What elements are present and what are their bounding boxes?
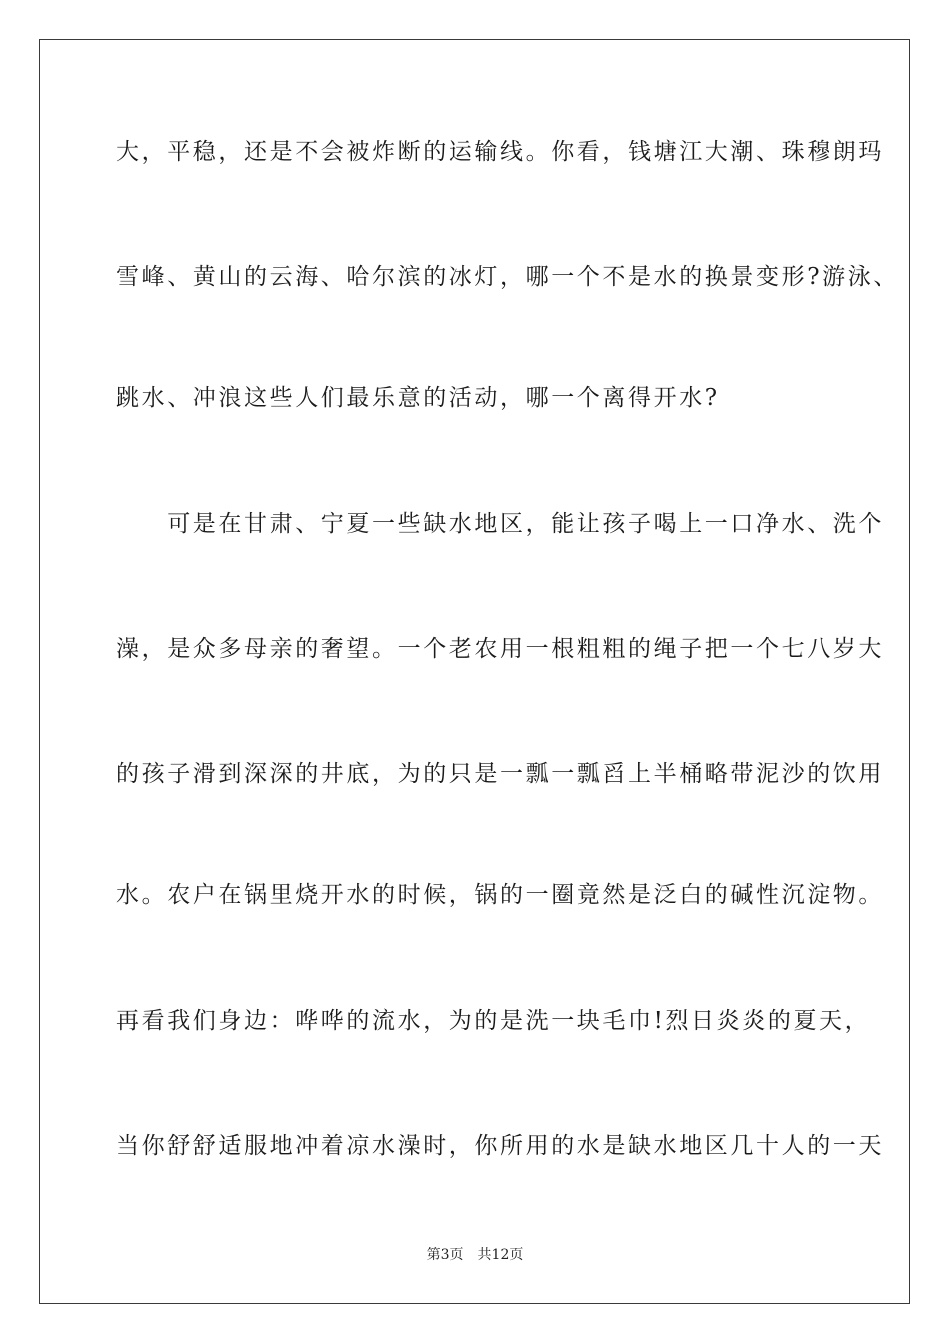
page-border — [39, 39, 910, 1304]
page-total: 共12页 — [477, 1247, 524, 1263]
page-number: 第3页 — [426, 1247, 464, 1263]
body-text-line-6: 的孩子滑到深深的井底，为的只是一瓢一瓢舀上半桶略带泥沙的饮用 — [116, 761, 884, 787]
body-text-line-4: 可是在甘肃、宁夏一些缺水地区，能让孩子喝上一口净水、洗个 — [116, 511, 884, 537]
body-text-line-5: 澡，是众多母亲的奢望。一个老农用一根粗粗的绳子把一个七八岁大 — [116, 636, 884, 662]
body-text-line-3: 跳水、冲浪这些人们最乐意的活动，哪一个离得开水? — [116, 385, 720, 411]
body-text-line-1: 大，平稳，还是不会被炸断的运输线。你看，钱塘江大潮、珠穆朗玛 — [116, 139, 884, 165]
page-footer — [0, 1246, 950, 1264]
body-text-line-9: 当你舒舒适服地冲着凉水澡时，你所用的水是缺水地区几十人的一天 — [116, 1133, 884, 1159]
body-text-line-7: 水。农户在锅里烧开水的时候，锅的一圈竟然是泛白的碱性沉淀物。 — [116, 882, 884, 908]
body-text-line-8: 再看我们身边：哗哗的流水，为的是洗一块毛巾!烈日炎炎的夏天， — [116, 1008, 871, 1034]
body-text-line-2: 雪峰、黄山的云海、哈尔滨的冰灯，哪一个不是水的换景变形?游泳、 — [116, 264, 899, 290]
